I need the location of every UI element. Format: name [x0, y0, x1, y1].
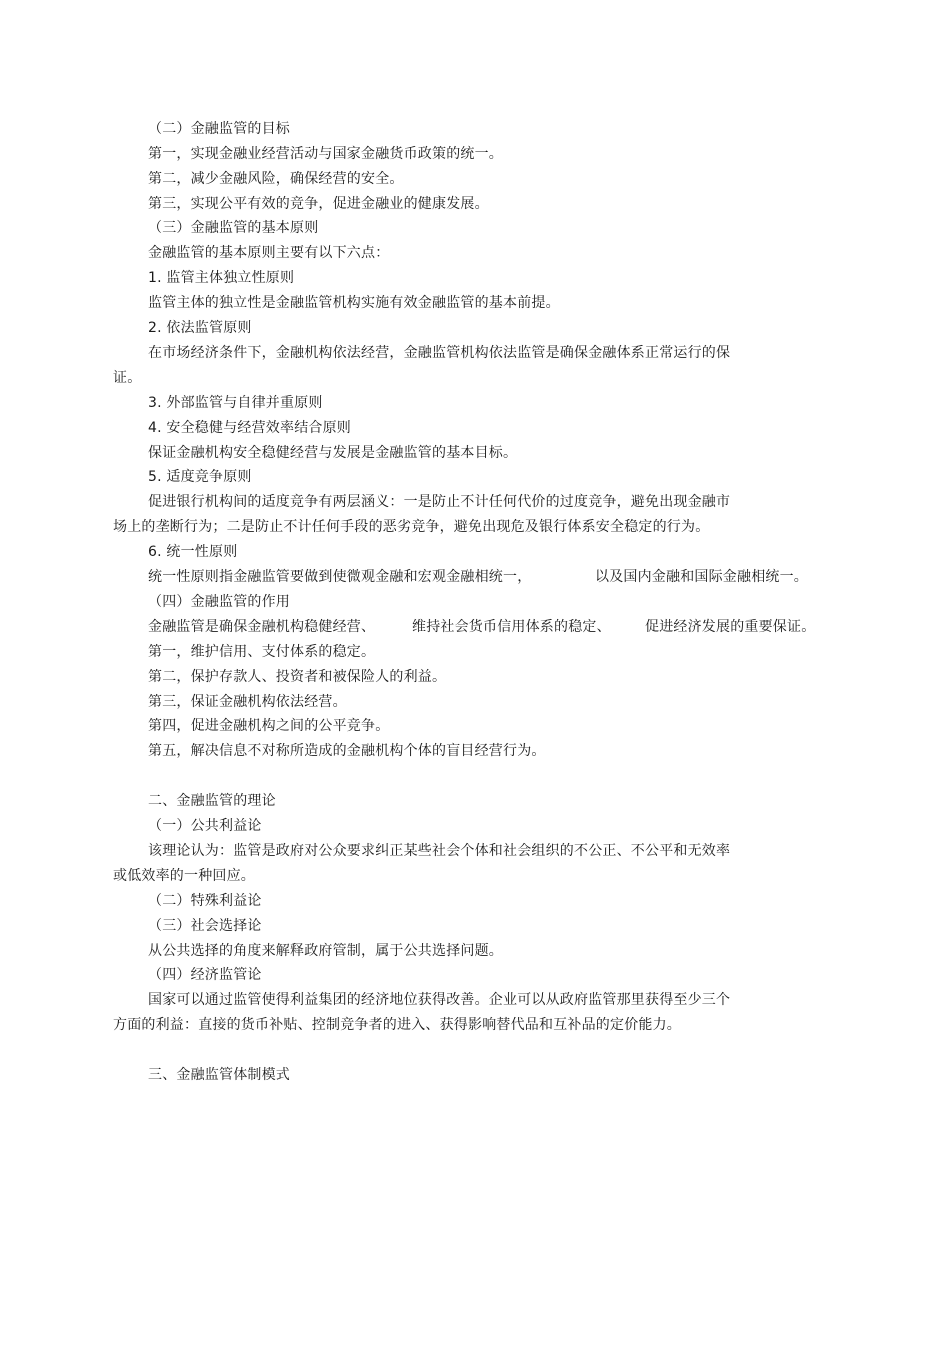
paragraph-line: 场上的垄断行为；二是防止不计任何手段的恶劣竞争，避免出现危及银行体系安全稳定的行为。 — [113, 519, 710, 535]
paragraph-line: 金融监管的基本原则主要有以下六点： — [148, 245, 390, 261]
principle-heading: 5. 适度竞争原则 — [148, 469, 252, 485]
principle-heading: 6. 统一性原则 — [148, 544, 238, 560]
paragraph-line: 第一，实现金融业经营活动与国家金融货币政策的统一。 — [148, 146, 503, 162]
paragraph-line: 第二，减少金融风险，确保经营的安全。 — [148, 171, 404, 187]
paragraph-line: 第四，促进金融机构之间的公平竞争。 — [148, 718, 390, 734]
section-heading-theory: 二、金融监管的理论 — [148, 793, 276, 809]
paragraph-line-part: 以及国内金融和国际金融相统一。 — [595, 569, 808, 585]
paragraph-line: 促进银行机构间的适度竞争有两层涵义：一是防止不计任何代价的过度竞争，避免出现金融市 — [148, 494, 731, 510]
paragraph-line: 保证金融机构安全稳健经营与发展是金融监管的基本目标。 — [148, 445, 518, 461]
principle-heading: 3. 外部监管与自律并重原则 — [148, 395, 323, 411]
paragraph-line-part: 统一性原则指金融监管要做到使微观金融和宏观金融相统一， — [148, 569, 532, 585]
subheading: （一）公共利益论 — [148, 818, 262, 834]
subheading: （二）特殊利益论 — [148, 893, 262, 909]
paragraph-line: 或低效率的一种回应。 — [113, 868, 255, 884]
subheading: （三）社会选择论 — [148, 918, 262, 934]
paragraph-line: 第三，实现公平有效的竞争，促进金融业的健康发展。 — [148, 196, 489, 212]
principle-heading: 1. 监管主体独立性原则 — [148, 270, 295, 286]
heading-regulation-goals: （二）金融监管的目标 — [148, 121, 290, 137]
principle-heading: 4. 安全稳健与经营效率结合原则 — [148, 420, 352, 436]
paragraph-line-part: 促进经济发展的重要保证。 — [645, 619, 816, 635]
heading-regulation-role: （四）金融监管的作用 — [148, 594, 290, 610]
section-heading-system-models: 三、金融监管体制模式 — [148, 1067, 290, 1083]
paragraph-line: 该理论认为：监管是政府对公众要求纠正某些社会个体和社会组织的不公正、不公平和无效率 — [148, 843, 731, 859]
paragraph-line: 监管主体的独立性是金融监管机构实施有效金融监管的基本前提。 — [148, 295, 560, 311]
paragraph-line: 证。 — [113, 370, 142, 386]
paragraph-line: 第一，维护信用、支付体系的稳定。 — [148, 644, 376, 660]
paragraph-line-part: 维持社会货币信用体系的稳定、 — [412, 619, 611, 635]
subheading: （四）经济监管论 — [148, 967, 262, 983]
paragraph-line-part: 金融监管是确保金融机构稳健经营、 — [148, 619, 376, 635]
heading-basic-principles: （三）金融监管的基本原则 — [148, 220, 319, 236]
paragraph-line: 国家可以通过监管使得利益集团的经济地位获得改善。企业可以从政府监管那里获得至少三个 — [148, 992, 731, 1008]
paragraph-line: 第三，保证金融机构依法经营。 — [148, 694, 347, 710]
paragraph-line: 第二，保护存款人、投资者和被保险人的利益。 — [148, 669, 447, 685]
paragraph-line: 第五，解决信息不对称所造成的金融机构个体的盲目经营行为。 — [148, 743, 546, 759]
paragraph-line: 方面的利益：直接的货币补贴、控制竞争者的进入、获得影响替代品和互补品的定价能力。 — [113, 1017, 681, 1033]
paragraph-line: 在市场经济条件下，金融机构依法经营，金融监管机构依法监管是确保金融体系正常运行的保 — [148, 345, 731, 361]
principle-heading: 2. 依法监管原则 — [148, 320, 252, 336]
paragraph-line: 从公共选择的角度来解释政府管制，属于公共选择问题。 — [148, 943, 503, 959]
